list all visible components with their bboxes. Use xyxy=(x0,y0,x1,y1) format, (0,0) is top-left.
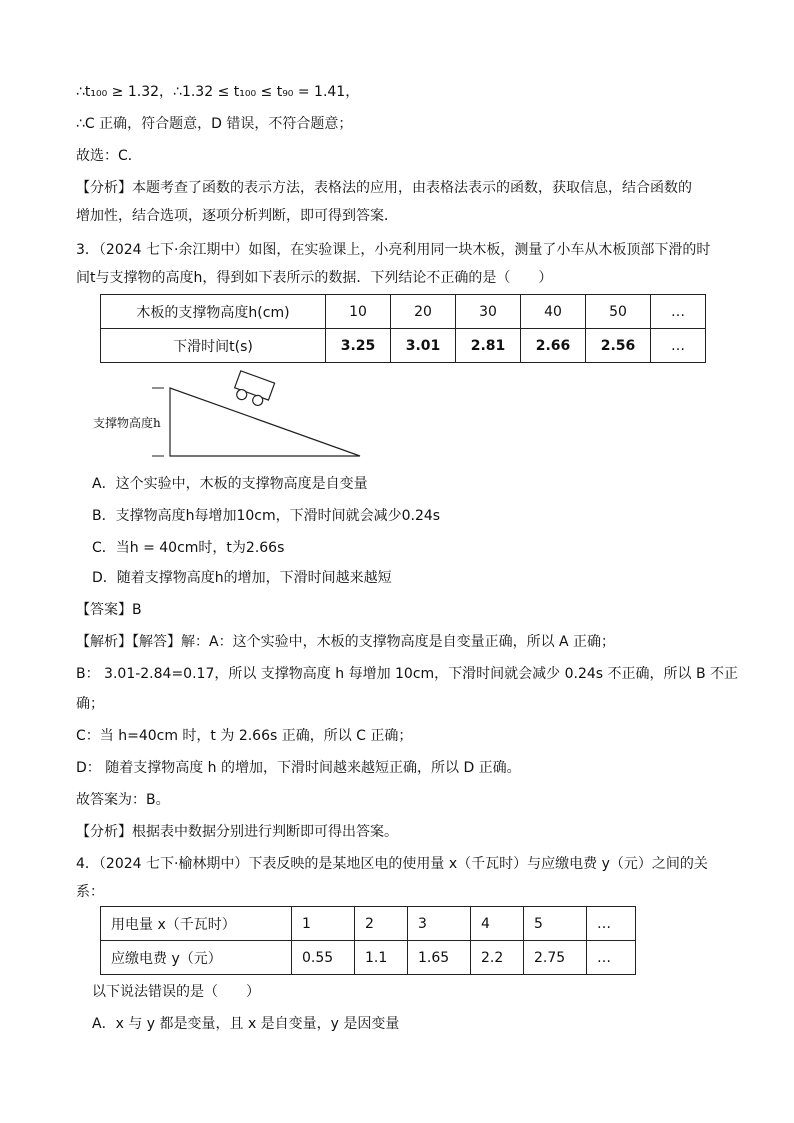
explanation-line: 故答案为：B。 xyxy=(76,792,170,808)
q4-table-header: 应缴电费 y（元） xyxy=(101,941,292,975)
q3-table-cell: 3.01 xyxy=(391,329,456,363)
explanation-line: B： 3.01-2.84=0.17，所以 支撑物高度 h 每增加 10cm，下滑时间就会减少 0.24s 不正确，所以 B 不正 xyxy=(76,666,739,682)
q4-table-cell: … xyxy=(587,941,636,975)
explanation-line: 确； xyxy=(76,696,104,712)
text-line: ∴t₁₀₀ ≥ 1.32，∴1.32 ≤ t₁₀₀ ≤ t₉₀ = 1.41， xyxy=(76,84,360,100)
q3-table-cell: 20 xyxy=(391,295,456,329)
q4-data-table xyxy=(100,906,636,975)
q4-table-cell: 1.65 xyxy=(408,941,471,975)
q3-table-cell: … xyxy=(651,295,706,329)
q3-table-cell: 2.66 xyxy=(521,329,586,363)
analysis-line: 【分析】根据表中数据分别进行判断即可得出答案。 xyxy=(76,824,398,840)
question-4-prompt: 以下说法错误的是（ ） xyxy=(92,984,260,1000)
q4-option-a: A．x 与 y 都是变量，且 x 是自变量，y 是因变量 xyxy=(92,1016,400,1032)
q4-table-cell: 4 xyxy=(471,907,524,941)
explanation-line: 【解析】【解答】解：A：这个实验中，木板的支撑物高度是自变量正确，所以 A 正确； xyxy=(76,634,616,650)
q4-table-cell: 5 xyxy=(524,907,587,941)
text-line: 故选：C． xyxy=(76,148,142,164)
question-3-stem: 间t与支撑物的高度h，得到如下表所示的数据．下列结论不正确的是（ ） xyxy=(76,270,553,286)
question-4-stem: 系： xyxy=(76,884,104,900)
q3-table-header: 木板的支撑物高度h(cm) xyxy=(101,295,326,329)
q4-table-header: 用电量 x（千瓦时） xyxy=(101,907,292,941)
q3-table-cell: 3.25 xyxy=(326,329,391,363)
question-4-stem: 4．（2024 七下·榆林期中）下表反映的是某地区电的使用量 x（千瓦时）与应缴电费 y（元）之间的关 xyxy=(76,856,708,872)
q3-table-cell: … xyxy=(651,329,706,363)
analysis-line: 增加性，结合选项，逐项分析判断，即可得到答案． xyxy=(76,208,398,224)
q4-table-cell: 2 xyxy=(355,907,408,941)
q3-table-header: 下滑时间t(s) xyxy=(101,329,326,363)
explanation-line: C：当 h=40cm 时，t 为 2.66s 正确，所以 C 正确； xyxy=(76,728,413,744)
option-c: C．当h = 40cm时，t为2.66s xyxy=(92,540,285,556)
q3-data-table xyxy=(100,294,706,363)
text-line: ∴C 正确，符合题意，D 错误，不符合题意； xyxy=(76,116,353,132)
q3-table-cell: 50 xyxy=(586,295,651,329)
q3-table-cell: 40 xyxy=(521,295,586,329)
figure-label: 支撑物高度h xyxy=(93,416,161,430)
q4-table-cell: … xyxy=(587,907,636,941)
q3-table-cell: 30 xyxy=(456,295,521,329)
q4-table-cell: 3 xyxy=(408,907,471,941)
q3-table-cell: 2.81 xyxy=(456,329,521,363)
question-3-stem: 3．（2024 七下·余江期中）如图，在实验课上，小亮利用同一块木板，测量了小车从木板顶部下滑的时 xyxy=(76,242,711,258)
option-d: D．随着支撑物高度h的增加，下滑时间越来越短 xyxy=(92,570,392,586)
option-b: B．支撑物高度h每增加10cm，下滑时间就会减少0.24s xyxy=(92,508,441,524)
q4-table-cell: 1 xyxy=(292,907,355,941)
q4-table-cell: 0.55 xyxy=(292,941,355,975)
explanation-line: D： 随着支撑物高度 h 的增加，下滑时间越来越短正确，所以 D 正确。 xyxy=(76,760,521,776)
q4-table-cell: 2.2 xyxy=(471,941,524,975)
q3-table-cell: 2.56 xyxy=(586,329,651,363)
option-a: A．这个实验中，木板的支撑物高度是自变量 xyxy=(92,476,368,492)
q3-table-cell: 10 xyxy=(326,295,391,329)
analysis-line: 【分析】本题考查了函数的表示方法，表格法的应用，由表格法表示的函数，获取信息，结合函数的 xyxy=(76,180,692,196)
q4-table-cell: 1.1 xyxy=(355,941,408,975)
answer-line: 【答案】B xyxy=(76,602,142,618)
q4-table-cell: 2.75 xyxy=(524,941,587,975)
